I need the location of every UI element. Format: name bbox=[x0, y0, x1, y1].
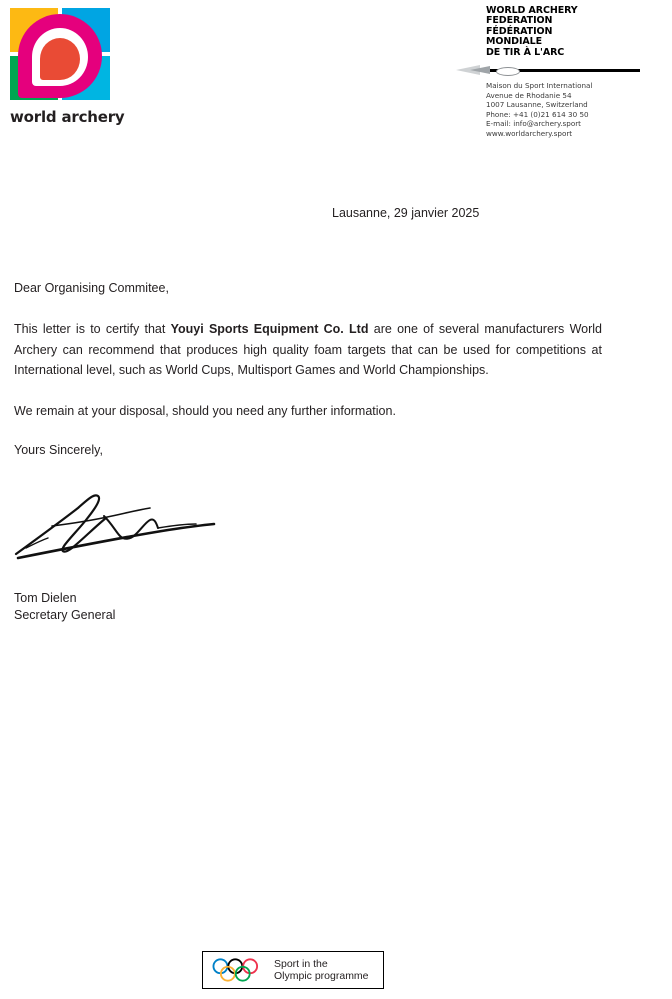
letterhead-address bbox=[486, 81, 646, 139]
world-archery-logo-mark bbox=[10, 8, 112, 102]
arrow-nock bbox=[496, 67, 520, 76]
logo-target-center bbox=[40, 38, 80, 80]
company-name: Youyi Sports Equipment Co. Ltd bbox=[170, 322, 369, 336]
letterhead-title-line: FEDERATION bbox=[486, 15, 553, 27]
letterhead-title-line: MONDIALE bbox=[486, 36, 542, 48]
letter-paragraph-2: We remain at your disposal, should you need any further information. bbox=[14, 403, 396, 418]
signer-title: Secretary General bbox=[14, 608, 116, 622]
letterhead-title-line: DE TIR À L'ARC bbox=[486, 46, 565, 58]
address-line: E-mail: info@archery.sport bbox=[486, 119, 581, 129]
paragraph-1-prefix: This letter is to certify that bbox=[14, 322, 171, 336]
arrow-fletching-dark bbox=[470, 66, 490, 74]
letterhead bbox=[486, 6, 646, 139]
address-line: Avenue de Rhodanie 54 bbox=[486, 90, 572, 100]
olympic-rings-icon bbox=[211, 957, 267, 983]
letterhead-title-line: WORLD ARCHERY bbox=[486, 5, 578, 16]
letterhead-title bbox=[486, 6, 646, 58]
olympic-programme-badge bbox=[202, 951, 384, 989]
signature-image bbox=[8, 482, 228, 572]
arrow-icon bbox=[456, 63, 646, 77]
logo-wordmark: world archery bbox=[10, 108, 125, 126]
address-line-website: www.worldarchery.sport bbox=[486, 129, 573, 138]
letter-date: Lausanne, 29 janvier 2025 bbox=[332, 206, 480, 220]
signer-name: Tom Dielen bbox=[14, 591, 77, 605]
letter-closing: Yours Sincerely, bbox=[14, 443, 103, 457]
world-archery-logo bbox=[10, 8, 160, 126]
letter-body bbox=[14, 281, 602, 457]
signature-block bbox=[14, 590, 115, 624]
letterhead-title-line: FÉDÉRATION bbox=[486, 25, 553, 37]
letter-paragraph-1 bbox=[14, 319, 602, 381]
letter-salutation: Dear Organising Commitee, bbox=[14, 281, 169, 295]
badge-line-1: Sport in the bbox=[274, 957, 328, 970]
badge-line-2: Olympic programme bbox=[274, 970, 369, 982]
address-line: Phone: +41 (0)21 614 30 50 bbox=[486, 109, 589, 119]
address-line: Maison du Sport International bbox=[486, 81, 593, 91]
olympic-programme-text bbox=[274, 958, 369, 983]
paragraph-1-suffix: are one of several manufacturers World Archery can recommend that produces high quality foam targets that can be used for competitions at International level, such as World Cups, Multisport Games and World Championships. bbox=[14, 322, 602, 377]
address-line: 1007 Lausanne, Switzerland bbox=[486, 100, 588, 110]
